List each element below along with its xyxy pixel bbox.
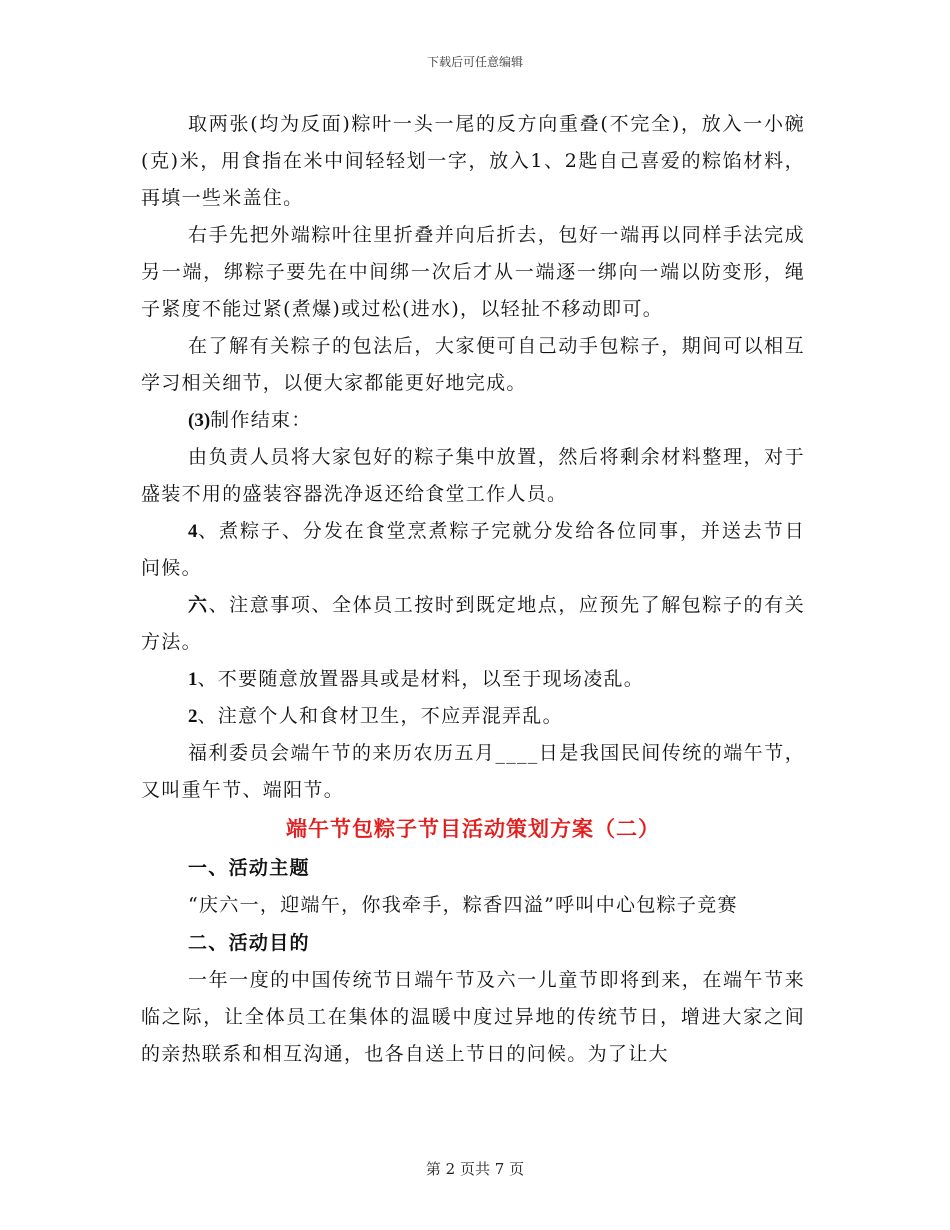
- paragraph-cook-distribute: [141, 513, 805, 587]
- paragraph-learning: 在了解有关粽子的包法后，大家便可自己动手包粽子，期间可以相互学习相关细节，以便大家都能更好地完成。: [141, 335, 805, 394]
- paragraph-note-2: [141, 698, 805, 735]
- paragraph-production-end: [141, 402, 805, 439]
- paragraph-text: 、注意个人和食材卫生，不应弄混弄乱。: [197, 705, 563, 727]
- paragraph-cleanup: 由负责人员将大家包好的粽子集中放置，然后将剩余材料整理，对于盛装不用的盛装容器洗净返还给食堂工作人员。: [141, 446, 805, 505]
- list-number: 4: [188, 521, 198, 542]
- list-number: (3): [188, 410, 211, 431]
- heading-activity-theme: 一、活动主题: [188, 857, 310, 879]
- paragraph-text: 、煮粽子、分发在食堂烹煮粽子完就分发给各位同事，并送去节日问候。: [141, 520, 805, 579]
- list-number: 2: [188, 706, 198, 727]
- paragraph-tying-method: 右手先把外端粽叶往里折叠并向后折去，包好一端再以同样手法完成另一端，绑粽子要先在中间绑一次后才从一端逐一绑向一端以防变形，绳子紧度不能过紧(煮爆)或过松(进水)，以轻扯不移动即可。: [141, 224, 805, 320]
- paragraph-text: 、注意事项、全体员工按时到既定地点，应预先了解包粽子的有关方法。: [141, 594, 805, 653]
- page-header: 下载后可任意编辑: [426, 55, 523, 69]
- paragraph-text: 、不要随意放置器具或是材料，以至于现场凌乱。: [197, 668, 645, 690]
- paragraph-note-1: [141, 661, 805, 698]
- paragraph-festival-origin: 福利委员会端午节的来历农历五月____日是我国民间传统的端午节，又叫重午节、端阳节。: [141, 742, 805, 801]
- heading-activity-purpose: 二、活动目的: [188, 932, 310, 954]
- paragraph-notes: [141, 587, 805, 661]
- paragraph-wrapping-method: 取两张(均为反面)粽叶一头一尾的反方向重叠(不完全)，放入一小碗(克)米，用食指在米中间轻轻划一字，放入1、2匙自己喜爱的粽馅材料，再填一些米盖住。: [141, 113, 805, 209]
- section-title: 端午节包粽子节目活动策划方案（二）: [286, 816, 660, 841]
- paragraph-text: 制作结束：: [210, 409, 312, 431]
- document-body: [141, 106, 805, 1073]
- paragraph-purpose: 一年一度的中国传统节日端午节及六一儿童节即将到来，在端午节来临之际，让全体员工在集体的温暖中度过异地的传统节日，增进大家之间的亲热联系和相互沟通，也各自送上节日的问候。为了让大: [141, 969, 805, 1065]
- page-footer: 第 2 页共 7 页: [425, 1160, 525, 1178]
- paragraph-theme: “庆六一，迎端午，你我牵手，粽香四溢”呼叫中心包粽子竞赛: [188, 894, 738, 916]
- list-number: 1: [188, 669, 198, 690]
- list-number: 六: [188, 594, 209, 616]
